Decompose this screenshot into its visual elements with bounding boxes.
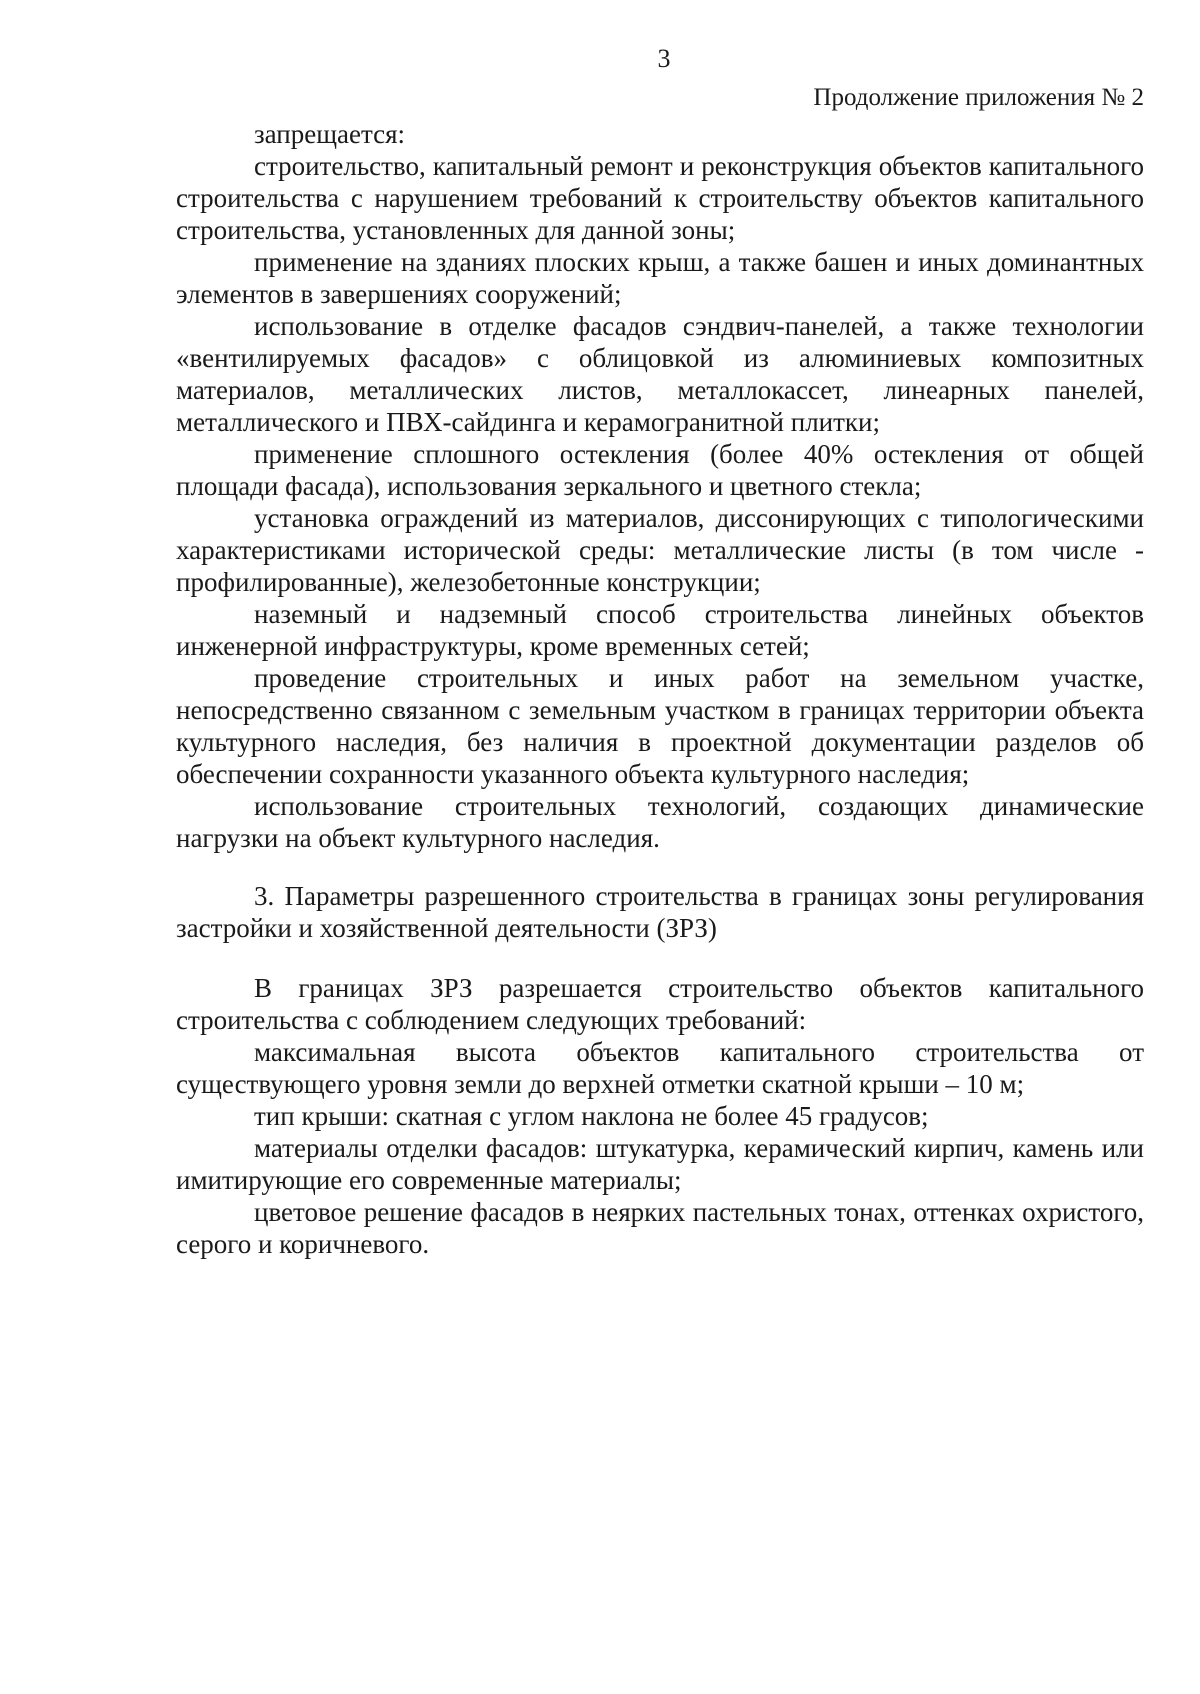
prohibited-item: применение на зданиях плоских крыш, а также башен и иных доминантных элементов в завершениях сооружений; <box>176 247 1144 309</box>
document-body <box>176 118 1144 1260</box>
page-number: 3 <box>657 44 671 73</box>
requirement-item: тип крыши: скатная с углом наклона не более 45 градусов; <box>254 1101 929 1131</box>
prohibited-item: использование строительных технологий, создающих динамические нагрузки на объект культурного наследия. <box>176 791 1144 853</box>
prohibited-item: использование в отделке фасадов сэндвич-панелей, а также технологии «вентилируемых фасадов» с облицовкой из алюминиевых композитных материалов, металлических листов, металлокассет, линеарных панелей, металлического и ПВХ-сайдинга и керамогранитной плитки; <box>176 311 1144 437</box>
section-3-intro: В границах ЗРЗ разрешается строительство объектов капитального строительства с соблюдением следующих требований: <box>176 973 1144 1035</box>
requirement-item: материалы отделки фасадов: штукатурка, керамический кирпич, камень или имитирующие его современные материалы; <box>176 1133 1144 1195</box>
prohibited-intro: запрещается: <box>254 119 406 149</box>
section-spacer <box>176 944 1144 972</box>
prohibited-item: проведение строительных и иных работ на земельном участке, непосредственно связанном с земельным участком в границах территории объекта культурного наследия, без наличия в проектной документации разделов об обеспечении сохранности указанного объекта культурного наследия; <box>176 663 1144 789</box>
requirement-item: максимальная высота объектов капитального строительства от существующего уровня земли до верхней отметки скатной крыши – 10 м; <box>176 1037 1144 1099</box>
appendix-continuation-note: Продолжение приложения № 2 <box>813 84 1144 111</box>
prohibited-item: применение сплошного остекления (более 40% остекления от общей площади фасада), использования зеркального и цветного стекла; <box>176 439 1144 501</box>
requirement-item: цветовое решение фасадов в неярких пастельных тонах, оттенках охристого, серого и коричневого. <box>176 1197 1144 1259</box>
section-3-title: 3. Параметры разрешенного строительства в границах зоны регулирования застройки и хозяйственной деятельности (ЗРЗ) <box>176 881 1144 943</box>
prohibited-item: наземный и надземный способ строительства линейных объектов инженерной инфраструктуры, кроме временных сетей; <box>176 599 1144 661</box>
prohibited-item: установка ограждений из материалов, диссонирующих с типологическими характеристиками исторической среды: металлические листы (в том числе - профилированные), железобетонные конструкции; <box>176 503 1144 597</box>
prohibited-item: строительство, капитальный ремонт и реконструкция объектов капитального строительства с нарушением требований к строительству объектов капитального строительства, установленных для данной зоны; <box>176 151 1144 245</box>
